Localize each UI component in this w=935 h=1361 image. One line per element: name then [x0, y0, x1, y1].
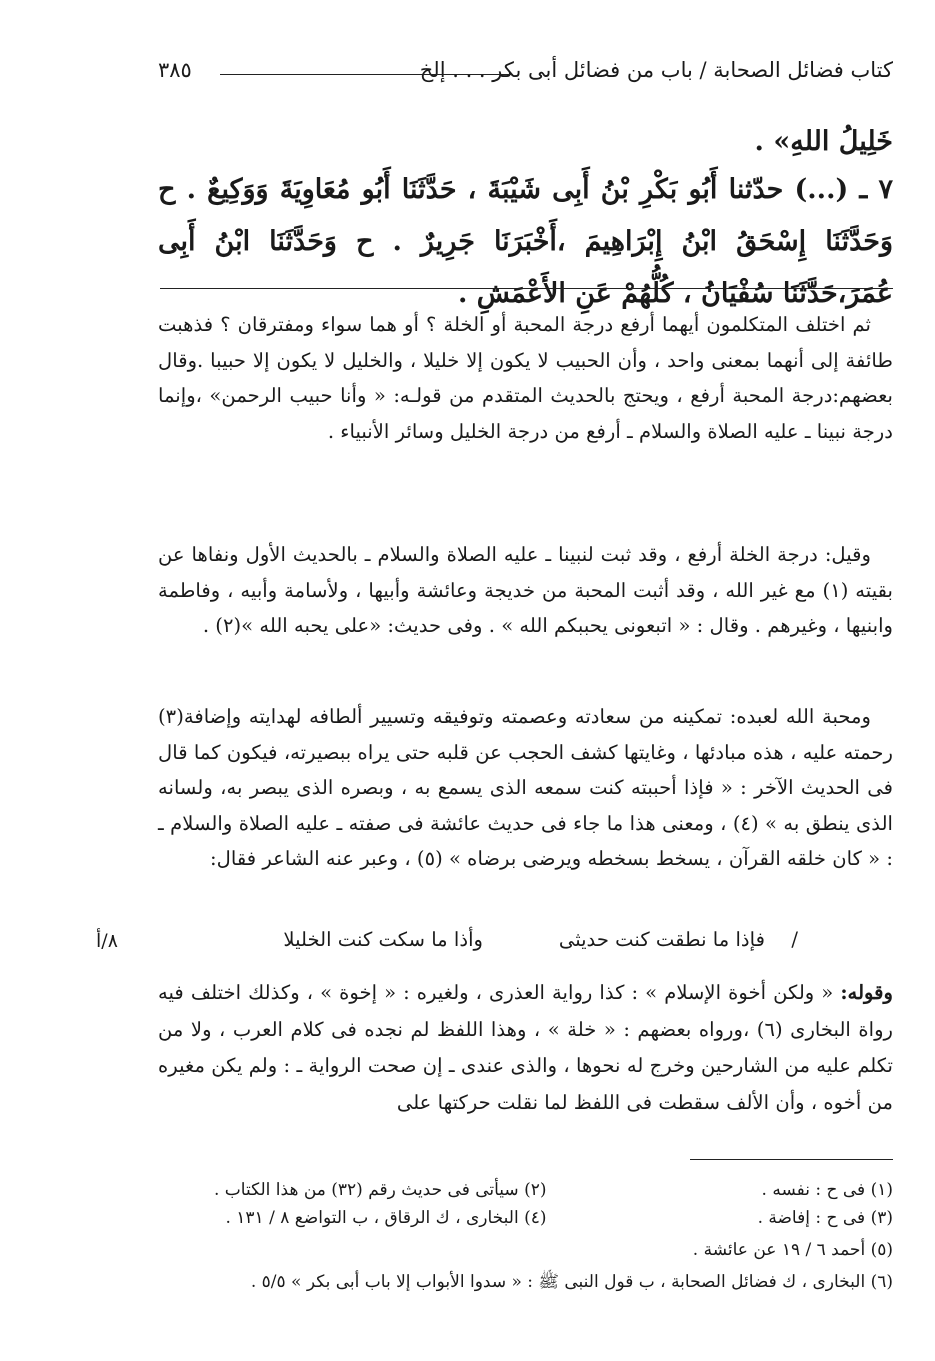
- verse-hemistich-1: فإذا ما نطقت كنت حديثى: [558, 928, 765, 951]
- commentary-lead-word: وقوله:: [840, 981, 893, 1004]
- verse-hemistich-2: وأذا ما سكت كنت الخليلا: [283, 928, 483, 951]
- footnote-row: [200, 1204, 893, 1232]
- header-rule: [220, 74, 513, 75]
- hadith-continuation: خَلِيلُ اللهِ» .: [754, 126, 893, 157]
- manuscript-folio-note: ٨/أ: [96, 930, 118, 952]
- footnote-row: [200, 1176, 893, 1204]
- footnote-1: (١) فى ح : نفسه .: [761, 1180, 893, 1200]
- commentary-paragraph-2: وقيل: درجة الخلة أرفع ، وقد ثبت لنبينا ـ عليه الصلاة والسلام ـ بالحديث الأول ونفاها عن بقيته (١) مع غير الله ، وقد أثبت المحبة من خديجة وعائشة وأبيها ، ولأسامة وأبيه ، وفاطمة وابنيها ، وغيرهم . وقال : « اتبعونى يحببكم الله » . وفى حديث: «على يحبه الله »(٢) .: [158, 543, 893, 638]
- page-number: ٣٨٥: [158, 58, 192, 82]
- commentary-paragraph-1: ثم اختلف المتكلمون أيهما أرفع درجة المحبة أو الخلة ؟ أو هما سواء ومفترقان ؟ فذهبت طائفة إلى أنهما بمعنى واحد ، وأن الحبيب لا يكون إلا خليلا ، والخليل لا يكون إلا حبيبا .وقال بعضهم:درجة المحبة أرفع ، ويحتج بالحديث المتقدم من قولـه: « وأنا حبيب الرحمن» ،وإنما درجة نبينا ـ عليه الصلاة والسلام ـ أرفع من درجة الخليل وسائر الأنبياء .: [158, 313, 893, 443]
- running-header: [158, 58, 893, 92]
- poetry-verse: [158, 926, 893, 962]
- footnote-rule: [690, 1159, 893, 1160]
- commentary-paragraph-3: ومحبة الله لعبده: تمكينه من سعادته وعصمته وتوفيقه وتسيير ألطافه لهدايته وإضافة(٣) رحمته عليه ، هذه مبادئها ، وغايتها كشف الحجب عن قلبه حتى يراه ببصيرته، فيكون كما قال فى الحديث الآخر : « فإذا أحببته كنت سمعه الذى يسمع به ، وبصره الذى يبصر به، ولسانه الذى ينطق به » (٤) ، ومعنى هذا ما جاء فى حديث عائشة فى صفته ـ عليه الصلاة والسلام ـ : « كان خلقه القرآن ، يسخط بسخطه ويرضى برضاه » (٥) ، وعبر عنه الشاعر فقال:: [158, 705, 893, 871]
- footnote-3: (٣) فى ح : إفاضة .: [757, 1208, 893, 1228]
- footnotes: [200, 1176, 893, 1232]
- header-title: كتاب فضائل الصحابة / باب من فضائل أبى بكر . . . إلخ: [419, 58, 893, 82]
- section-divider: [160, 288, 893, 289]
- hadith-isnad: ٧ ـ (...) حدّثنا أَبُو بَكْرِ بْنُ أَبِى شَيْبَةَ ، حَدَّثَنَا أَبُو مُعَاوِيَةَ وَوَكِيعٌ . ح وَحَدَّثَنَا إِسْحَقُ ابْنُ إِبْرَاهِيمَ ،أَخْبَرَنَا جَرِيرٌ . ح وَحَدَّثَنَا ابْنُ أَبِى عُمَرَ،حَدَّثَنَا سُفْيَانُ ، كُلُّهُمْ عَنِ الأَعْمَشِ .: [158, 174, 893, 309]
- footnote-5: (٥) أحمد ٦ / ١٩ عن عائشة .: [692, 1240, 893, 1260]
- footnote-4: (٤) البخارى ، ك الرقاق ، ب التواضع ٨ / ١٣١ .: [225, 1208, 547, 1228]
- footnote-6: (٦) البخارى ، ك فضائل الصحابة ، ب قول النبى ﷺ : « سدوا الأبواب إلا باب أبى بكر » ٥/٥ .: [250, 1272, 893, 1292]
- footnote-2: (٢) سيأتى فى حديث رقم (٣٢) من هذا الكتاب .: [213, 1180, 547, 1200]
- commentary-paragraph-4: [158, 975, 893, 1121]
- verse-marker: /: [791, 928, 798, 951]
- commentary-paragraph-4-text: « ولكن أخوة الإسلام » : كذا رواية العذرى ، ولغيره : « إخوة » ، وكذلك اختلف فيه رواة البخارى (٦) ،ورواه بعضهم : « خلة » ، وهذا اللفظ لم نجده فى كلام العرب ، ولا من تكلم عليه من الشارحين وخرج له نحوها ، والذى عندى ـ إن صحت الرواية ـ : ولم يكن مغيره من أخوه ، وأن الألف سقطت فى اللفظ لما نقلت حركتها على: [158, 981, 894, 1114]
